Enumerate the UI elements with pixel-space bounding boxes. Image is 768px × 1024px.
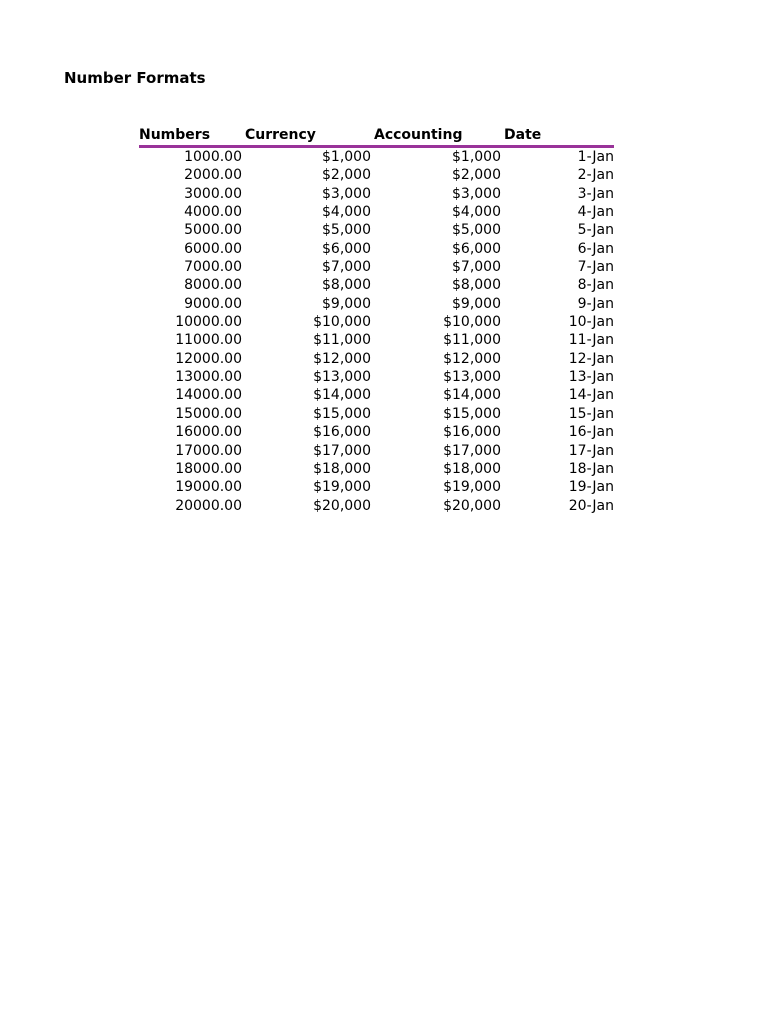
accounting-cell: $14,000 — [443, 387, 501, 404]
column-header-numbers: Numbers — [139, 127, 211, 143]
currency-cell: $19,000 — [313, 479, 371, 496]
table-row — [139, 460, 614, 478]
currency-cell: $5,000 — [322, 222, 371, 239]
date-cell: 8-Jan — [577, 277, 614, 294]
numbers-cell: 12000.00 — [175, 350, 242, 367]
currency-cell: $9,000 — [322, 295, 371, 312]
accounting-cell: $6,000 — [452, 240, 501, 257]
table-row — [139, 221, 614, 239]
table-row — [139, 442, 614, 460]
date-cell: 15-Jan — [568, 405, 614, 422]
accounting-cell: $3,000 — [452, 185, 501, 202]
column-header-currency: Currency — [245, 127, 316, 143]
currency-cell: $1,000 — [322, 149, 371, 165]
numbers-cell: 2000.00 — [184, 167, 242, 184]
date-cell: 5-Jan — [577, 222, 614, 239]
date-cell: 3-Jan — [577, 185, 614, 202]
accounting-cell: $12,000 — [443, 350, 501, 367]
currency-cell: $8,000 — [322, 277, 371, 294]
accounting-cell: $9,000 — [452, 295, 501, 312]
accounting-cell: $10,000 — [443, 314, 501, 331]
accounting-cell: $4,000 — [452, 204, 501, 221]
accounting-cell: $8,000 — [452, 277, 501, 294]
currency-cell: $15,000 — [313, 405, 371, 422]
accounting-cell: $2,000 — [452, 167, 501, 184]
accounting-cell: $1,000 — [452, 149, 501, 165]
currency-cell: $20,000 — [313, 497, 371, 514]
date-cell: 16-Jan — [568, 424, 614, 441]
currency-cell: $6,000 — [322, 240, 371, 257]
numbers-cell: 11000.00 — [175, 332, 242, 349]
numbers-cell: 3000.00 — [184, 185, 242, 202]
numbers-cell: 1000.00 — [184, 149, 242, 165]
accounting-cell: $16,000 — [443, 424, 501, 441]
table-row — [139, 386, 614, 404]
table-row — [139, 350, 614, 368]
date-cell: 7-Jan — [577, 259, 614, 276]
accounting-cell: $7,000 — [452, 259, 501, 276]
table-row — [139, 423, 614, 441]
numbers-cell: 14000.00 — [175, 387, 242, 404]
table-row — [139, 368, 614, 386]
numbers-cell: 17000.00 — [175, 442, 242, 459]
date-cell: 14-Jan — [568, 387, 614, 404]
numbers-cell: 16000.00 — [175, 424, 242, 441]
currency-cell: $14,000 — [313, 387, 371, 404]
currency-cell: $12,000 — [313, 350, 371, 367]
table-row — [139, 148, 614, 166]
currency-cell: $3,000 — [322, 185, 371, 202]
numbers-cell: 8000.00 — [184, 277, 242, 294]
numbers-cell: 18000.00 — [175, 460, 242, 477]
table-row — [139, 240, 614, 258]
table-row — [139, 166, 614, 184]
accounting-cell: $13,000 — [443, 369, 501, 386]
date-cell: 6-Jan — [577, 240, 614, 257]
date-cell: 12-Jan — [568, 350, 614, 367]
date-cell: 10-Jan — [568, 314, 614, 331]
currency-cell: $7,000 — [322, 259, 371, 276]
page-title: Number Formats — [64, 69, 206, 87]
currency-cell: $2,000 — [322, 167, 371, 184]
numbers-cell: 20000.00 — [175, 497, 242, 514]
table-row — [139, 276, 614, 294]
numbers-cell: 7000.00 — [184, 259, 242, 276]
date-cell: 19-Jan — [568, 479, 614, 496]
currency-cell: $11,000 — [313, 332, 371, 349]
accounting-cell: $18,000 — [443, 460, 501, 477]
numbers-cell: 15000.00 — [175, 405, 242, 422]
table-row — [139, 295, 614, 313]
date-cell: 11-Jan — [568, 332, 614, 349]
table-row — [139, 497, 614, 515]
accounting-cell: $15,000 — [443, 405, 501, 422]
accounting-cell: $5,000 — [452, 222, 501, 239]
numbers-cell: 19000.00 — [175, 479, 242, 496]
table-row — [139, 331, 614, 349]
date-cell: 13-Jan — [568, 369, 614, 386]
currency-cell: $17,000 — [313, 442, 371, 459]
currency-cell: $18,000 — [313, 460, 371, 477]
table-row — [139, 185, 614, 203]
currency-cell: $10,000 — [313, 314, 371, 331]
column-header-date: Date — [504, 127, 542, 143]
numbers-cell: 5000.00 — [184, 222, 242, 239]
accounting-cell: $19,000 — [443, 479, 501, 496]
numbers-cell: 4000.00 — [184, 204, 242, 221]
accounting-cell: $11,000 — [443, 332, 501, 349]
column-header-accounting: Accounting — [374, 127, 463, 143]
numbers-cell: 10000.00 — [175, 314, 242, 331]
currency-cell: $13,000 — [313, 369, 371, 386]
accounting-cell: $20,000 — [443, 497, 501, 514]
numbers-cell: 13000.00 — [175, 369, 242, 386]
date-cell: 9-Jan — [577, 295, 614, 312]
table-row — [139, 478, 614, 496]
table-row — [139, 258, 614, 276]
table-row — [139, 405, 614, 423]
date-cell: 18-Jan — [568, 460, 614, 477]
currency-cell: $16,000 — [313, 424, 371, 441]
table-header — [139, 126, 614, 148]
date-cell: 2-Jan — [577, 167, 614, 184]
number-formats-table — [139, 126, 614, 515]
date-cell: 1-Jan — [577, 149, 614, 165]
date-cell: 20-Jan — [568, 497, 614, 514]
date-cell: 4-Jan — [577, 204, 614, 221]
table-row — [139, 313, 614, 331]
table-body — [139, 148, 614, 515]
date-cell: 17-Jan — [568, 442, 614, 459]
numbers-cell: 6000.00 — [184, 240, 242, 257]
numbers-cell: 9000.00 — [184, 295, 242, 312]
table-row — [139, 203, 614, 221]
currency-cell: $4,000 — [322, 204, 371, 221]
accounting-cell: $17,000 — [443, 442, 501, 459]
